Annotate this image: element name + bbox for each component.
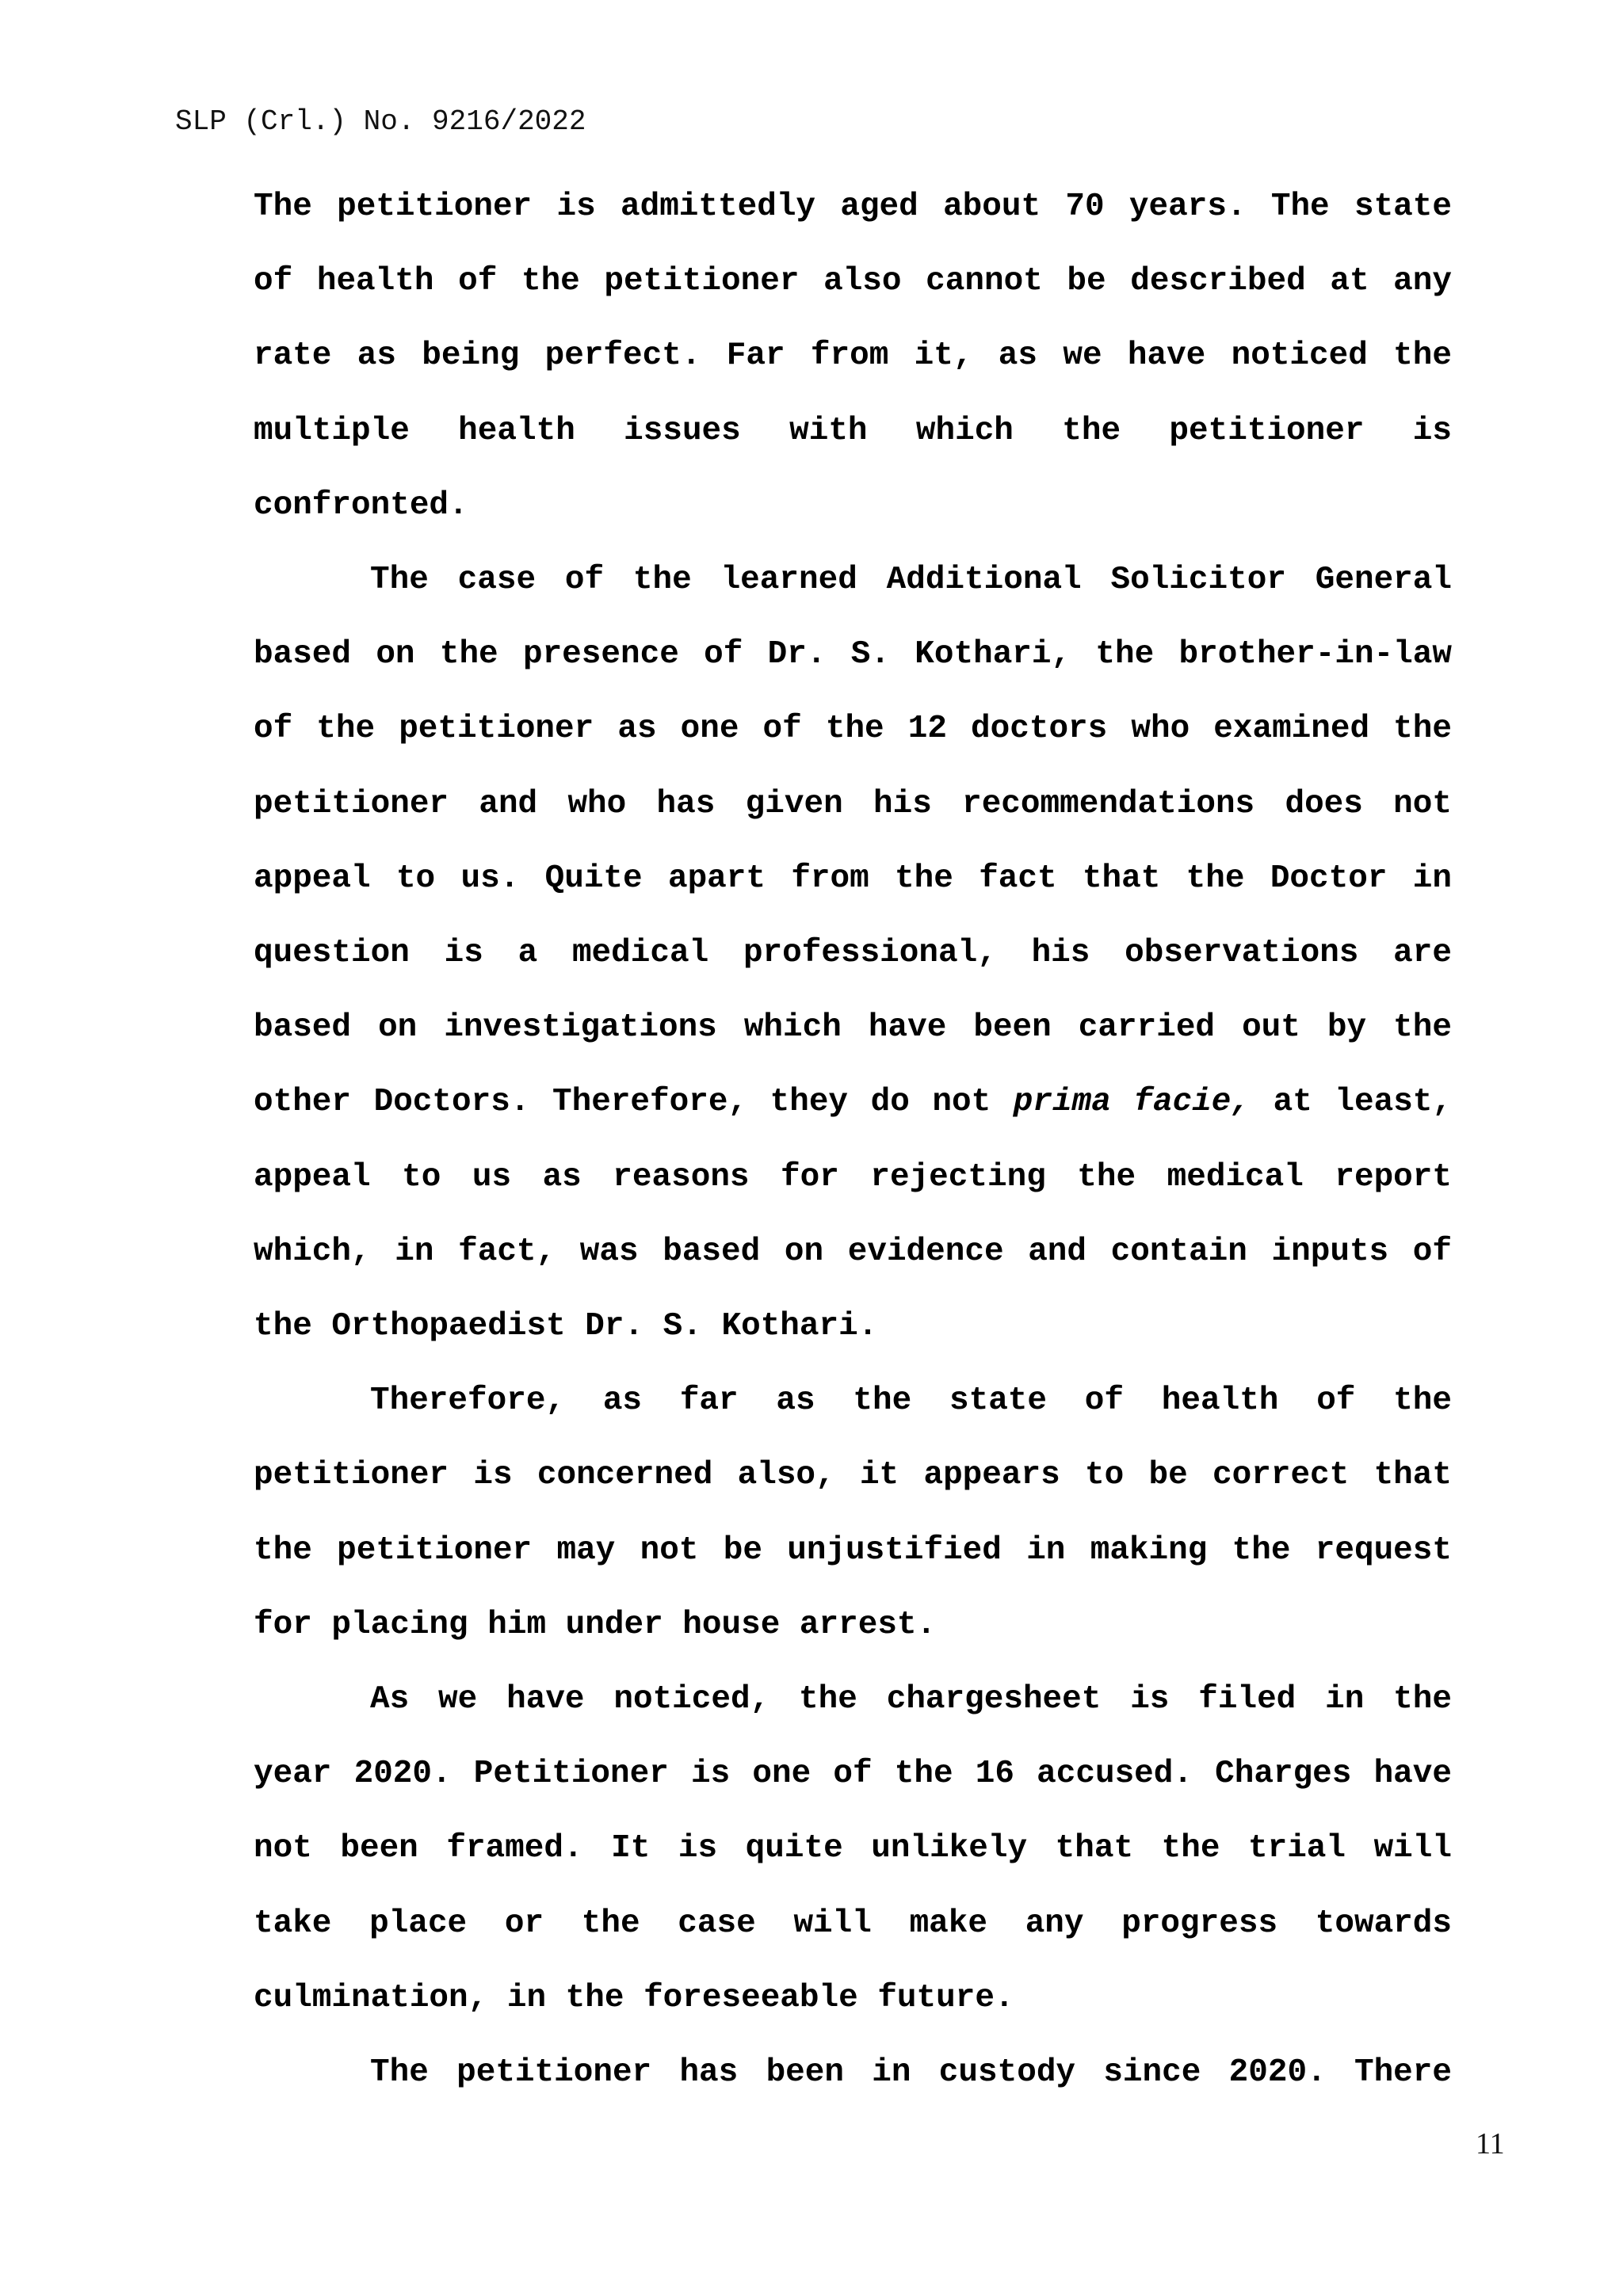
document-body bbox=[254, 170, 1452, 2110]
paragraph-petitioner-age: The petitioner is admittedly aged about 70 years. The state of health of the petitioner also cannot be described at any rate as being perfect. Far from it, as we have noticed the multiple health issues with which the petitioner is confronted. bbox=[254, 189, 1452, 524]
paragraph-asg-case bbox=[254, 543, 1452, 1363]
page-number: 11 bbox=[1476, 2127, 1505, 2161]
paragraph-chargesheet: As we have noticed, the chargesheet is filed in the year 2020. Petitioner is one of the 16 accused. Charges have not been framed. It is quite unlikely that the trial will take place or the case will make any progress towards culmination, in the foreseeable future. bbox=[254, 1681, 1452, 2016]
paragraph-custody: The petitioner has been in custody since 2020. There bbox=[370, 2054, 1452, 2092]
case-number-header: SLP (Crl.) No. 9216/2022 bbox=[175, 105, 586, 138]
prima-facie-italic: prima facie, bbox=[1013, 1084, 1251, 1121]
paragraph-asg-case-text-1: The case of the learned Additional Solicitor General based on the presence of Dr. S. Kothari, the brother-in-law of the petitioner as one of the 12 doctors who examined the petitioner and who has given his recommendations does not appeal to us. Quite apart from the fact that the Doctor in question is a medical professional, his observations are based on investigations which have been carried out by the other Doctors. Therefore, they do not bbox=[254, 562, 1452, 1121]
paragraph-health-conclusion: Therefore, as far as the state of health of the petitioner is concerned also, it appears to be correct that the petitioner may not be unjustified in making the request for placing him under house arrest. bbox=[254, 1383, 1452, 1643]
paragraph-asg-case-text-2: at least, appeal to us as reasons for rejecting the medical report which, in fact, was based on evidence and contain inputs of the Orthopaedist Dr. S. Kothari. bbox=[254, 1084, 1453, 1345]
